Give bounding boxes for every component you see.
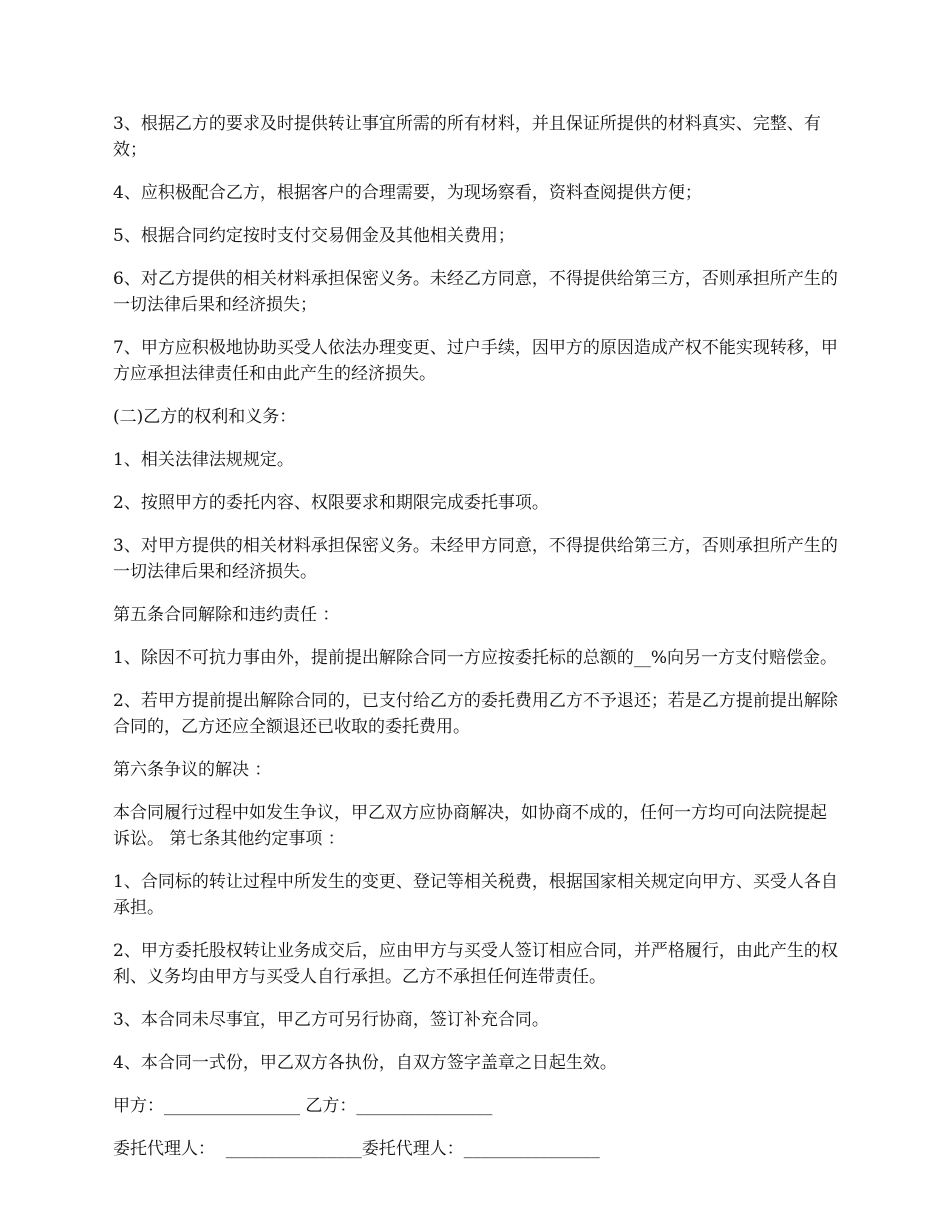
clause-paragraph: 本合同履行过程中如发生争议，甲乙双方应协商解决，如协商不成的，任何一方均可向法院提起诉讼。 第七条其他约定事项 ： [113,803,827,849]
clause-paragraph: 3、本合同未尽事宜，甲乙方可另行协商，签订补充合同。 [113,1010,549,1030]
clause-paragraph: 1、相关法律法规规定。 [113,450,294,470]
clause-paragraph: 2、若甲方提前提出解除合同的，已支付给乙方的委托费用乙方不予退还；若是乙方提前提出解除合同的，乙方还应全额退还已收取的委托费用。 [113,691,838,737]
section-heading: (二)乙方的权利和义务： [113,407,297,427]
clause-paragraph: 2、甲方委托股权转让业务成交后，应由甲方与买受人签订相应合同，并严格履行，由此产生的权利、义务均由甲方与买受人自行承担。乙方不承担任何连带责任。 [113,941,838,987]
signature-line-parties: 甲方：________________ 乙方：________________ [113,1096,493,1116]
clause-paragraph: 3、对甲方提供的相关材料承担保密义务。未经甲方同意，不得提供给第三方，否则承担所产生的一切法律后果和经济损失。 [113,536,838,582]
clause-paragraph: 2、按照甲方的委托内容、权限要求和期限完成委托事项。 [113,493,549,513]
clause-paragraph: 6、对乙方提供的相关材料承担保密义务。未经乙方同意，不得提供给第三方，否则承担所产生的一切法律后果和经济损失； [113,269,838,315]
clause-paragraph: 1、除因不可抗力事由外，提前提出解除合同一方应按委托标的总额的__%向另一方支付赔偿金。 [113,648,837,668]
clause-paragraph: 4、应积极配合乙方，根据客户的合理需要，为现场察看，资料查阅提供方便； [113,183,702,203]
clause-paragraph: 5、根据合同约定按时支付交易佣金及其他相关费用； [113,226,515,246]
article-heading: 第五条合同解除和违约责任 ： [113,605,340,625]
clause-paragraph: 7、甲方应积极地协助买受人依法办理变更、过户手续，因甲方的原因造成产权不能实现转移，甲方应承担法律责任和由此产生的经济损失。 [113,338,838,384]
document-body [113,111,843,1179]
signature-line-agents: 委托代理人： ________________委托代理人：________________ [113,1139,600,1159]
article-heading: 第六条争议的解决 ： [113,760,272,780]
clause-paragraph: 4、本合同一式份，甲乙双方各执份，自双方签字盖章之日起生效。 [113,1053,617,1073]
clause-paragraph: 3、根据乙方的要求及时提供转让事宜所需的所有材料，并且保证所提供的材料真实、完整、有效； [113,114,821,160]
clause-paragraph: 1、合同标的转让过程中所发生的变更、登记等相关税费，根据国家相关规定向甲方、买受人各自承担。 [113,872,838,918]
